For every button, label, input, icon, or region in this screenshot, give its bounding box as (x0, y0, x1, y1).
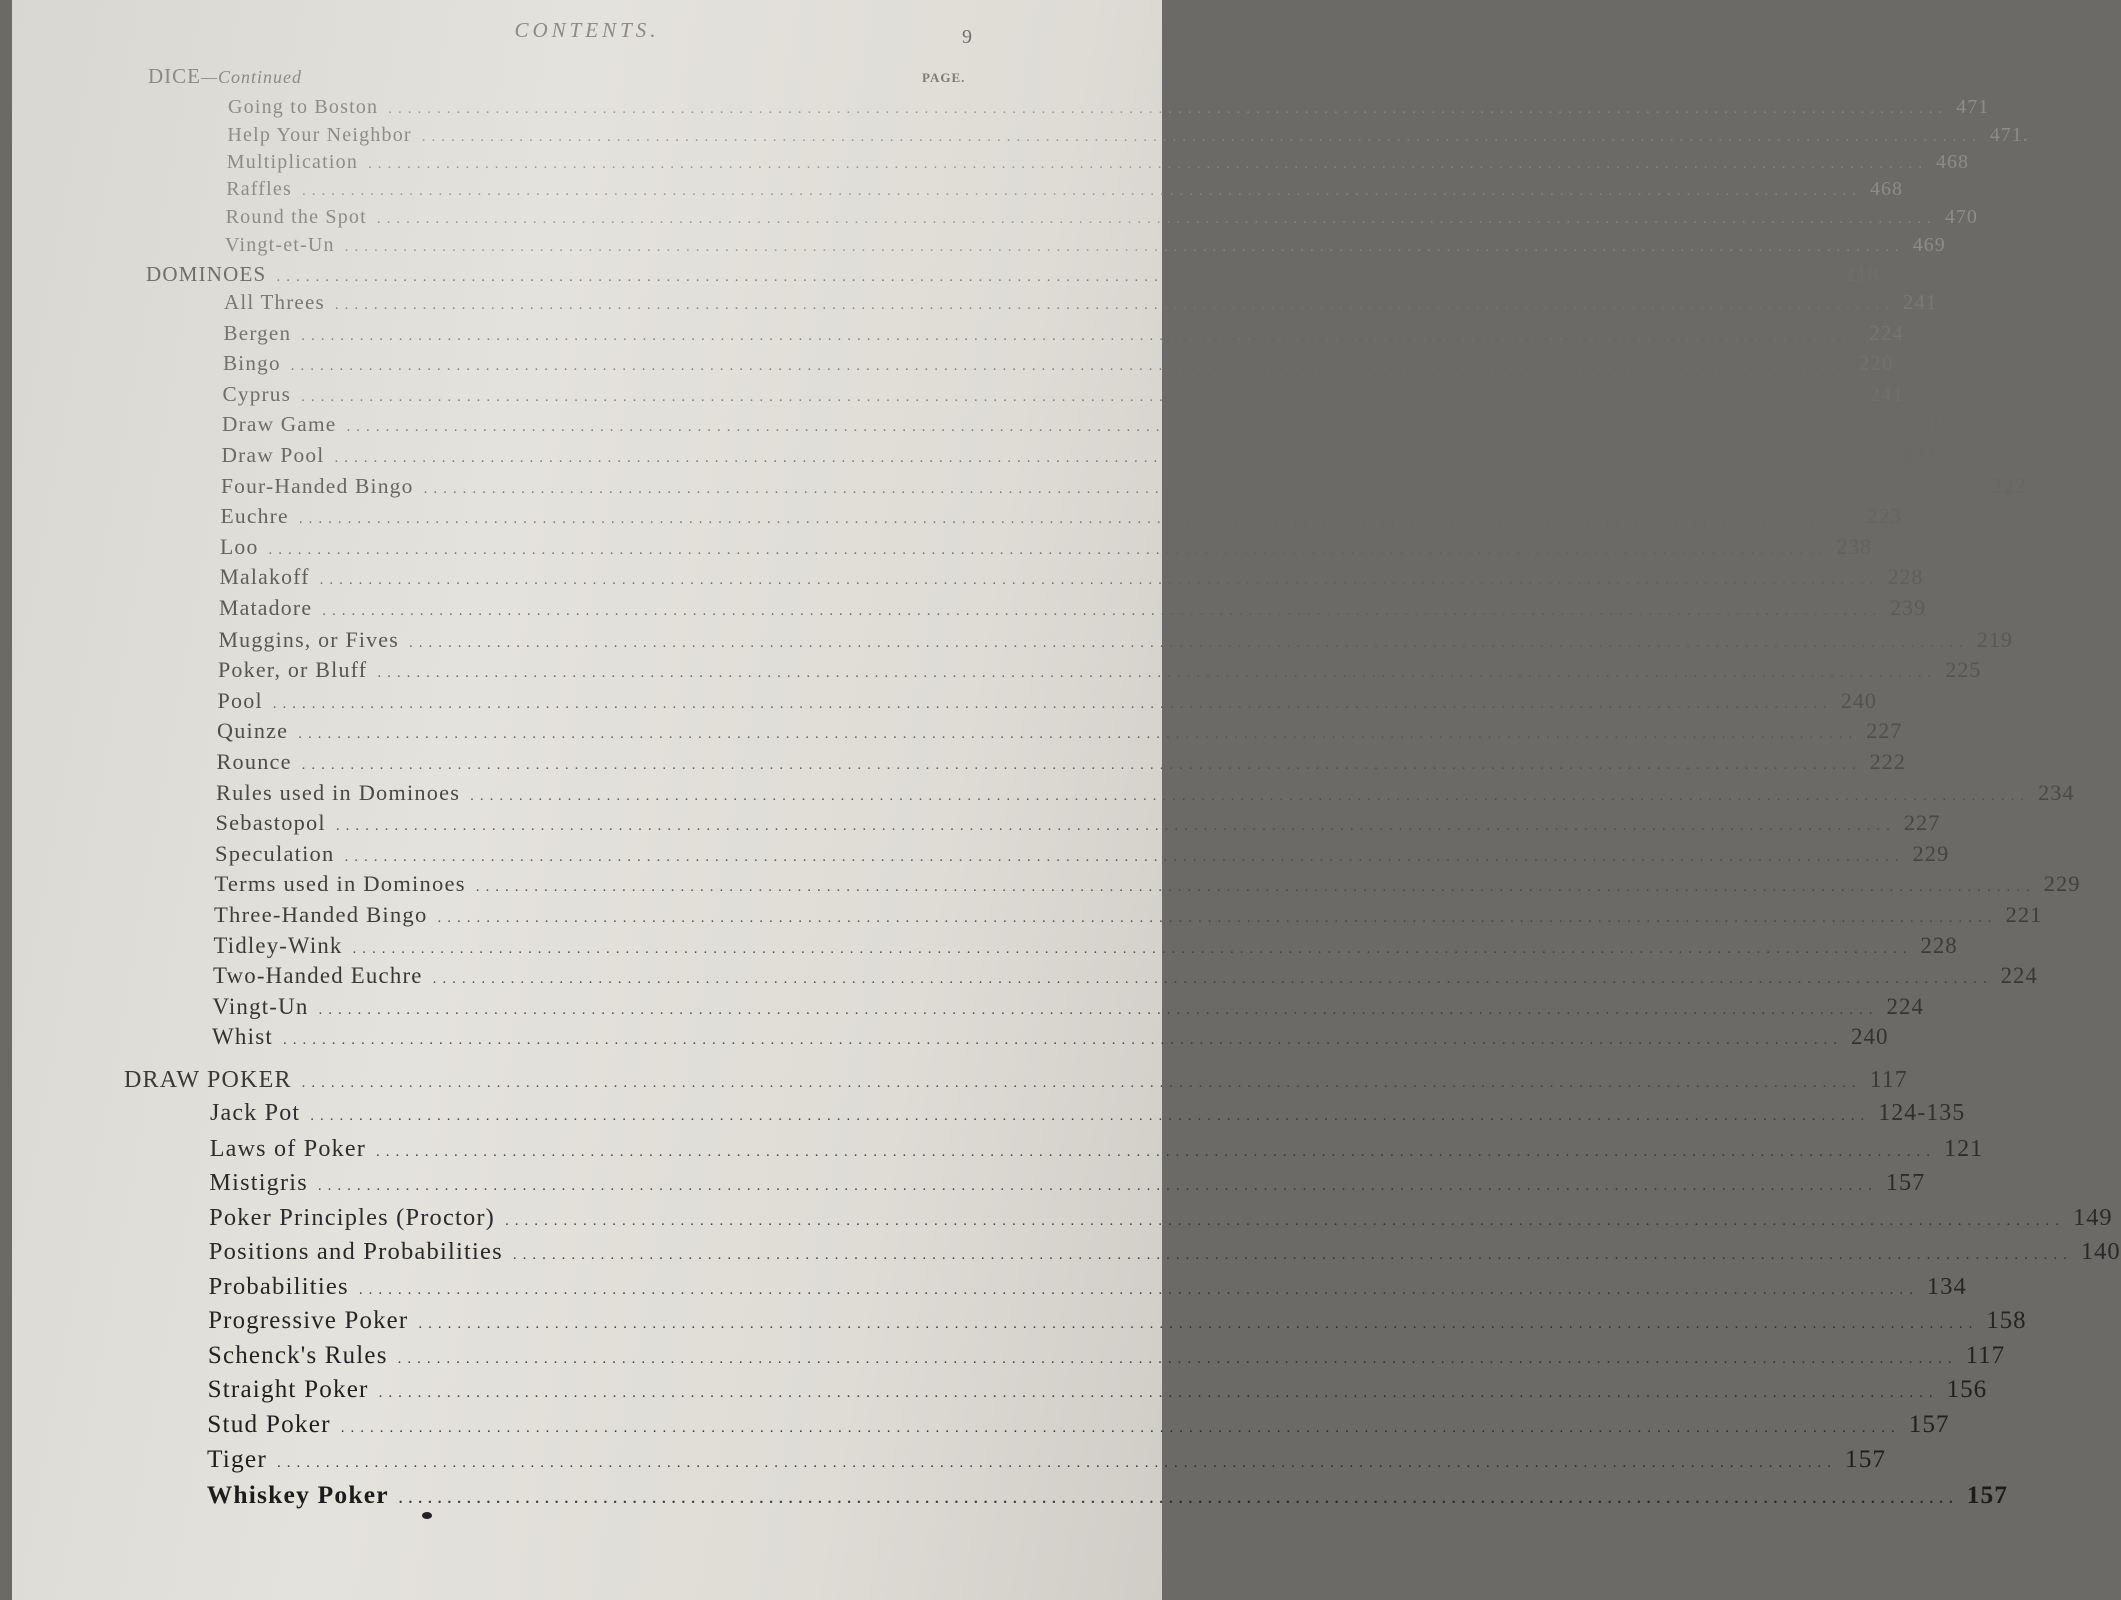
toc-entry (223, 351, 1894, 376)
entry-title: Draw Game (222, 412, 337, 437)
entry-title: Laws of Poker (209, 1134, 366, 1162)
toc-entry (214, 871, 2081, 897)
toc-entry (209, 1134, 1984, 1163)
page-column-heading: PAGE. (922, 70, 966, 85)
entry-title: Help Your Neighbor (227, 124, 412, 146)
dot-leader: ................................................................................................................................................................ (408, 634, 1969, 651)
entry-page-number: 222 (1991, 473, 2027, 498)
dot-leader: ................................................................................................................................................................ (368, 156, 1929, 172)
dot-leader: ................................................................................................................................................................ (376, 211, 1937, 227)
entry-page-number: 140 (2080, 1238, 2121, 1265)
toc-entry (222, 412, 1950, 437)
dot-leader: ................................................................................................................................................................ (346, 419, 1907, 436)
entry-page-number: 229 (1912, 840, 1950, 866)
entry-title: DOMINOES (146, 262, 267, 286)
dot-leader: ................................................................................................................................................................ (437, 910, 1998, 926)
entry-page-number: 222 (1869, 749, 1907, 774)
entry-title: Going to Boston (228, 96, 379, 118)
dot-leader: ................................................................................................................................................................ (358, 1281, 1919, 1298)
dot-leader: ................................................................................................................................................................ (272, 695, 1833, 712)
toc-entry (207, 1376, 1988, 1404)
entry-page-number: 224 (1869, 320, 1904, 345)
entry-title: Pool (217, 687, 263, 713)
dot-leader: ................................................................................................................................................................ (301, 327, 1862, 344)
entry-page-number: 223 (1866, 504, 1903, 529)
entry-title: All Threes (224, 290, 325, 314)
toc-entry (212, 1024, 1889, 1050)
toc-entry (226, 151, 1970, 174)
toc-entry (212, 993, 1924, 1020)
ink-smudge (422, 1512, 432, 1519)
dot-leader: ................................................................................................................................................................ (301, 388, 1862, 405)
toc-entry (215, 810, 1941, 836)
dot-leader: ................................................................................................................................................................ (301, 757, 1862, 773)
dot-leader: ................................................................................................................................................................ (276, 269, 1837, 285)
toc-entry (217, 687, 1877, 714)
toc-entry (218, 657, 1982, 683)
entry-title: Bingo (223, 351, 281, 376)
dot-leader: ................................................................................................................................................................ (505, 1212, 2065, 1229)
toc-entry (225, 206, 1978, 229)
dot-leader: ................................................................................................................................................................ (310, 1108, 1871, 1124)
entry-page-number: 241 (1902, 290, 1938, 314)
section-heading-dominoes (146, 262, 1879, 287)
entry-title: Vingt-Un (212, 993, 309, 1019)
dot-leader: ................................................................................................................................................................ (470, 787, 2031, 804)
dot-leader: ................................................................................................................................................................ (298, 511, 1859, 528)
entry-title: Straight Poker (207, 1376, 369, 1403)
toc-entry (221, 473, 2027, 499)
toc-entry (213, 932, 1958, 959)
entry-title: Poker Principles (Proctor) (209, 1203, 495, 1231)
toc-entry (217, 718, 1903, 744)
entry-title: Schenck's Rules (207, 1341, 388, 1369)
dot-leader: ................................................................................................................................................................ (421, 129, 1982, 145)
toc-entry (223, 320, 1904, 346)
entry-page-number: 225 (1945, 657, 1982, 683)
dot-leader: ................................................................................................................................................................ (298, 726, 1859, 743)
toc-entry (220, 534, 1872, 560)
toc-entry (206, 1479, 2008, 1510)
toc-entry (208, 1238, 2121, 1266)
entry-page-number: 220 (1858, 351, 1894, 376)
entry-page-number: 228 (1887, 565, 1924, 590)
entry-page-number: 117 (1869, 1067, 1908, 1093)
toc-entry (216, 749, 1907, 775)
toc-entry (207, 1410, 1950, 1439)
entry-page-number: 134 (1926, 1272, 1967, 1300)
entry-title: Probabilities (208, 1272, 349, 1300)
entry-page-number: 241 (1869, 381, 1904, 406)
dot-leader: ................................................................................................................................................................ (418, 1316, 1979, 1332)
page-number: 9 (962, 26, 972, 48)
toc-entry (221, 443, 1938, 468)
entry-page-number: 121 (1944, 1134, 1984, 1162)
entry-page-number: 234 (2038, 779, 2075, 805)
dot-leader: ................................................................................................................................................................ (334, 450, 1895, 466)
toc-entry (216, 779, 2075, 806)
entry-page-number: 468 (1936, 151, 1970, 173)
entry-title: Tidley-Wink (213, 932, 343, 958)
entry-title: Muggins, or Fives (218, 626, 399, 652)
dot-leader: ................................................................................................................................................................ (397, 1350, 1958, 1367)
section-heading-draw-poker (124, 1067, 1908, 1094)
dot-leader: ................................................................................................................................................................ (423, 480, 1984, 497)
entry-title: Bergen (223, 320, 292, 345)
entry-title: Tiger (207, 1445, 268, 1473)
entry-title: Four-Handed Bingo (221, 473, 414, 498)
dot-leader: ................................................................................................................................................................ (268, 541, 1829, 558)
dot-leader: ................................................................................................................................................................ (322, 603, 1883, 619)
entry-title: Whiskey Poker (206, 1479, 389, 1509)
entry-page-number: 156 (1946, 1376, 1988, 1403)
entry-page-number: 227 (1866, 718, 1903, 744)
entry-title: Progressive Poker (208, 1307, 409, 1334)
dot-leader: ................................................................................................................................................................ (388, 101, 1949, 117)
toc-entry (210, 1100, 1966, 1127)
dot-leader: ................................................................................................................................................................ (432, 971, 1993, 988)
running-head: CONTENTS. (514, 18, 660, 42)
entry-title: Quinze (217, 718, 289, 744)
entry-page-number: 124-135 (1878, 1100, 1966, 1126)
dot-leader: ................................................................................................................................................................ (344, 239, 1905, 255)
dot-leader: ................................................................................................................................................................ (301, 183, 1862, 199)
toc-entry (209, 1203, 2113, 1232)
toc-entry (218, 626, 2013, 653)
entry-title: Vingt-et-Un (225, 234, 335, 256)
entry-title: Cyprus (222, 381, 292, 406)
entry-page-number: 157 (1908, 1410, 1950, 1438)
entry-title: Three-Handed Bingo (214, 902, 428, 927)
entry-title: Draw Pool (221, 443, 325, 467)
entry-title: Sebastopol (215, 810, 326, 836)
entry-title: Round the Spot (225, 206, 367, 228)
toc-entry (209, 1169, 1926, 1197)
section-heading-dice (148, 64, 302, 89)
dot-leader: ................................................................................................................................................................ (290, 358, 1851, 375)
dice-heading-continued: —Continued (201, 67, 303, 87)
entry-page-number: 240 (1840, 687, 1877, 713)
dot-leader: ................................................................................................................................................................ (376, 1143, 1936, 1160)
entry-title: Multiplication (226, 151, 359, 173)
toc-entry (227, 124, 2029, 147)
dot-leader: ................................................................................................................................................................ (377, 665, 1938, 682)
toc-entry (207, 1341, 2006, 1370)
entry-title: DRAW POKER (124, 1067, 292, 1093)
toc-entry (219, 565, 1924, 590)
entry-title: Terms used in Dominoes (214, 871, 466, 897)
book-page (12, 0, 2121, 1600)
dot-leader: ................................................................................................................................................................ (334, 297, 1895, 313)
toc-entry (208, 1272, 1967, 1301)
toc-entry (228, 96, 1990, 119)
entry-page-number: 219 (1914, 412, 1950, 437)
dot-leader: ................................................................................................................................................................ (475, 879, 2036, 896)
toc-entry (219, 596, 1926, 621)
entry-title: Jack Pot (210, 1100, 301, 1126)
entry-page-number: 227 (1903, 810, 1941, 836)
entry-page-number: 221 (2005, 902, 2043, 927)
entry-title: Stud Poker (207, 1410, 331, 1438)
entry-page-number: 228 (1920, 932, 1958, 958)
dot-leader: ................................................................................................................................................................ (317, 1178, 1878, 1194)
toc-entry (215, 840, 1950, 867)
entry-title: Loo (220, 534, 259, 559)
entry-page-number: 157 (1845, 1445, 1887, 1473)
entry-page-number: 229 (2043, 871, 2081, 897)
entry-page-number: 117 (1965, 1341, 2006, 1369)
dot-leader: ................................................................................................................................................................ (318, 1001, 1879, 1018)
toc-entry (208, 1307, 2027, 1335)
entry-title: Rules used in Dominoes (216, 779, 461, 805)
toc-entry (207, 1445, 1887, 1474)
entry-title: Raffles (226, 178, 292, 200)
entry-page-number: 157 (1966, 1479, 2008, 1509)
entry-page-number: 241 (1902, 443, 1938, 467)
toc-entry (220, 504, 1903, 529)
dot-leader: ................................................................................................................................................................ (301, 1075, 1862, 1091)
entry-title: Euchre (220, 504, 289, 529)
entry-page-number: 240 (1850, 1024, 1889, 1050)
dot-leader: ................................................................................................................................................................ (335, 818, 1896, 835)
entry-page-number: 239 (1890, 596, 1926, 620)
toc-entry (226, 178, 1903, 201)
entry-title: Two-Handed Euchre (213, 963, 423, 989)
entry-page-number: 238 (1836, 534, 1872, 559)
entry-page-number: 470 (1944, 206, 1978, 228)
entry-title: Speculation (215, 840, 335, 866)
dot-leader: ................................................................................................................................................................ (512, 1247, 2073, 1263)
entry-title: Whist (212, 1024, 273, 1050)
entry-page-number: 468 (1869, 178, 1903, 200)
dice-heading-main: DICE (148, 64, 201, 88)
entry-page-number: 219 (1976, 626, 2013, 652)
toc-entry (213, 963, 2038, 989)
entry-page-number: 158 (1986, 1307, 2027, 1334)
entry-title: Positions and Probabilities (208, 1238, 503, 1265)
entry-title: Mistigris (209, 1169, 308, 1196)
entry-page-number: 218 (1844, 262, 1879, 286)
entry-title: Malakoff (219, 565, 310, 590)
entry-title: Rounce (216, 749, 292, 774)
dot-leader: ................................................................................................................................................................ (340, 1419, 1901, 1436)
dot-leader: ................................................................................................................................................................ (352, 940, 1913, 957)
entry-page-number: 224 (2000, 963, 2038, 989)
entry-page-number: 469 (1912, 234, 1946, 256)
toc-entry (224, 290, 1938, 315)
entry-page-number: 471. (1989, 124, 2029, 146)
entry-title: Matadore (219, 596, 313, 620)
dot-leader: ................................................................................................................................................................ (378, 1385, 1939, 1401)
dot-leader: ................................................................................................................................................................ (282, 1032, 1843, 1049)
entry-page-number: 471 (1956, 96, 1990, 118)
dot-leader: ................................................................................................................................................................ (344, 848, 1905, 865)
dot-leader: ................................................................................................................................................................ (398, 1490, 1959, 1507)
toc-entry (225, 234, 1946, 257)
entry-title: Poker, or Bluff (218, 657, 368, 683)
toc-entry (214, 902, 2043, 928)
entry-page-number: 149 (2073, 1203, 2113, 1231)
toc-entry (222, 381, 1904, 407)
dot-leader: ................................................................................................................................................................ (277, 1455, 1838, 1471)
entry-page-number: 224 (1886, 993, 1924, 1019)
entry-page-number: 157 (1885, 1169, 1926, 1196)
dot-leader: ................................................................................................................................................................ (319, 572, 1880, 589)
